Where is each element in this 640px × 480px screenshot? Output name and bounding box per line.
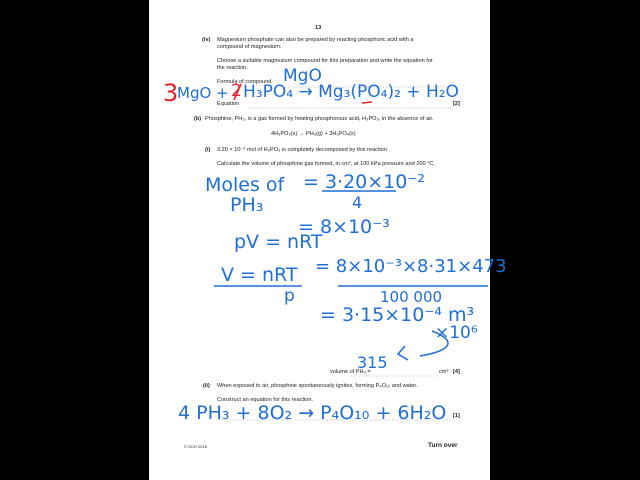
question-i-number: (i) xyxy=(205,147,211,153)
turn-over-text: Turn over xyxy=(428,442,458,449)
question-i-line-2: Calculate the volume of phosphine gas formed, in cm³, at 100 kPa pressure and 200 °C. xyxy=(217,161,436,167)
hw-moles-result: = 8×10⁻³ xyxy=(298,216,390,238)
question-iv-line-1: Magnesium phosphate can also be prepared by reacting phosphoric acid with a xyxy=(217,37,414,43)
hw-calc-denominator: 100 000 xyxy=(380,288,443,306)
question-b-letter: (b) xyxy=(194,116,202,122)
copyright-text: © OCR 2018 xyxy=(184,444,207,449)
hw-result-m3: = 3·15×10⁻⁴ m³ xyxy=(320,304,475,326)
hw-equation-rest: H₃PO₄ → Mg₃(PO₄)₂ + H₂O xyxy=(243,82,459,102)
hw-fraction-denominator: 4 xyxy=(352,193,363,212)
phosphine-equation: 4H₃PO₃(s) → PH₃(g) + 3H₃PO₄(s) xyxy=(271,131,356,137)
formula-label: Formula of compound xyxy=(217,79,272,85)
hw-conversion-factor: ×10⁶ xyxy=(435,323,478,343)
hw-combustion-equation: 4 PH₃ + 8O₂ → P₄O₁₀ + 6H₂O xyxy=(178,402,447,424)
equation-label: Equation xyxy=(217,101,240,107)
hw-v-numerator: V = nRT xyxy=(221,264,298,286)
hw-ideal-gas-law: pV = nRT xyxy=(234,231,323,253)
question-iv-line-4: the reaction. xyxy=(217,65,248,71)
question-iv-line-3: Choose a suitable magnesium compound for this preparation and write the equation for xyxy=(217,58,433,64)
hw-moles-line-1: Moles of xyxy=(205,174,285,196)
question-iv-line-2: compound of magnesium. xyxy=(217,44,282,50)
underline-mark xyxy=(362,102,372,103)
question-i-line-1: 3.20 × 10⁻² mol of H₃PO₃ is completely decomposed by this reaction. xyxy=(217,147,389,153)
question-ii-line-1: When exposed to air, phosphine spontaneously ignites, forming P₄O₁₀ and water. xyxy=(217,383,418,389)
question-ii-marks: [1] xyxy=(453,413,460,419)
hw-compound: MgO xyxy=(283,66,322,86)
hw-equation-mgo: MgO + xyxy=(177,84,229,102)
question-ii-number: (ii) xyxy=(203,383,210,389)
volume-unit: cm³ xyxy=(439,369,449,375)
conversion-arrow-head xyxy=(398,346,408,360)
hw-moles-line-2: PH₃ xyxy=(230,194,264,216)
question-b-line-1: Phosphine, PH₃, is a gas formed by heating phosphorous acid, H₃PO₃, in the absence of air. xyxy=(205,116,434,122)
hw-v-denominator: p xyxy=(284,286,295,306)
hw-final-answer: 315 xyxy=(357,353,388,372)
question-ii-line-2: Construct an equation for this reaction. xyxy=(217,397,314,403)
hw-fraction-numerator: = 3·20×10⁻² xyxy=(303,171,426,193)
page-number: 13 xyxy=(315,25,322,31)
hw-calc-numerator: = 8×10⁻³×8·31×473 xyxy=(315,256,507,277)
hw-coefficient-3: 3 xyxy=(163,79,179,107)
question-iv-number: (iv) xyxy=(202,37,211,43)
question-iv-marks: [2] xyxy=(453,101,460,107)
volume-label: volume of PH₃ = xyxy=(330,369,371,375)
question-i-marks: [4] xyxy=(453,369,460,375)
hw-coefficient-2: 2 xyxy=(231,81,242,101)
